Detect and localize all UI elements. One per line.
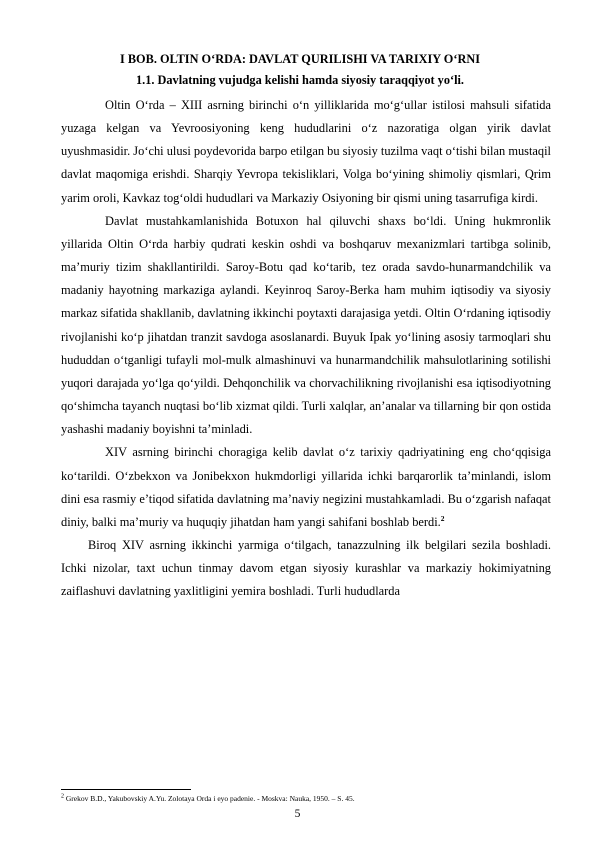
body-text	[61, 94, 551, 603]
footnote	[61, 794, 551, 804]
chapter-title: I BOB. OLTIN O‘RDA: DAVLAT QURILISHI VA TARIXIY O‘RNI	[119, 52, 480, 66]
paragraph-3	[61, 441, 551, 534]
paragraph-2: Davlat mustahkamlanishida Botuxon hal qiluvchi shaxs bo‘ldi. Uning hukmronlik yillarida Oltin O‘rda harbiy qudrati keskin oshdi va boshqaruv mexanizmlari tartibga solinib, ma’muriy tizim shakllantirildi. Saroy-Botu qad ko‘tarib, tez orada savdo-hunarmandchilik va madaniy hayotning markaziga aylandi. Keyinroq Saroy-Berka ham muhim iqtisodiy va siyosiy markaz sifatida shakllanib, davlatning ikkinchi poytaxti darajasiga yetdi. Oltin O‘rdaning iqtisodiy rivojlanishi ko‘p jihatdan tranzit savdoga asoslanardi. Buyuk Ipak yo‘lining asosiy tarmoqlari shu hududdan o‘tganligi tufayli mol-mulk almashinuvi va hunarmandchilik mahsulotlarining sotilishi yuqori darajada yo‘lga qo‘yildi. Dehqonchilik va chorvachilikning rivojlanishi esa iqtisodiyotning qo‘shimcha tayanch nuqtasi bo‘lib xizmat qildi. Turli xalqlar, an’analar va tillarning bir qon ostida yashashi madaniy boyishni ta’minladi.	[61, 213, 551, 437]
footnote-divider	[61, 789, 191, 790]
footnote-number: 2	[61, 793, 64, 800]
paragraph-1: Oltin O‘rda – XIII asrning birinchi o‘n yilliklarida mo‘g‘ullar istilosi mahsuli sifatida yuzaga kelgan va Yevroosiyoning keng hududlarini o‘z nazoratiga olgan yirik davlat uyushmasidir. Jo‘chi ulusi poydevorida barpo etilgan bu siyosiy tuzilma vaqt o‘tishi bilan mustaqil davlat maqomiga erishdi. Sharqiy Yevropa tekisliklari, Volga bo‘yining shimoliy qismlari, Qrim yarim oroli, Kavkaz tog‘oldi hududlari va Markaziy Osiyoning bir qismi uning tasarrufiga kirdi.	[61, 98, 551, 205]
page-number: 5	[294, 808, 301, 820]
paragraph-3-text: XIV asrning birinchi choragiga kelib davlat o‘z tarixiy qadriyatining eng cho‘qqisiga ko‘tarildi. O‘zbekxon va Jonibekxon hukmdorligi yillarida ichki barqarorlik ta’minlandi, islom dini esa rasmiy e’tiqod sifatida davlatning ma’naviy negizini mustahkamladi. Bu o‘zgarish nafaqat diniy, balki ma’muriy va huquqiy jihatdan ham yangi sahifani boshlab berdi.	[61, 445, 551, 529]
paragraph-4: Biroq XIV asrning ikkinchi yarmiga o‘tilgach, tanazzulning ilk belgilari sezila boshladi. Ichki nizolar, taxt uchun tinmay davom etgan siyosiy kurashlar va markaziy hokimiyatning zaiflashuvi davlatning yaxlitligini yemira boshladi. Turli hududlarda	[61, 537, 551, 599]
footnote-reference: 2	[440, 513, 445, 523]
footnote-text: Grekov B.D., Yakubovskiy A.Yu. Zolotaya Orda i eyo padenie. - Moskva: Nauka, 1950. – S. 45.	[65, 794, 355, 803]
section-title: 1.1. Davlatning vujudga kelishi hamda siyosiy taraqqiyot yo‘li.	[136, 73, 464, 87]
